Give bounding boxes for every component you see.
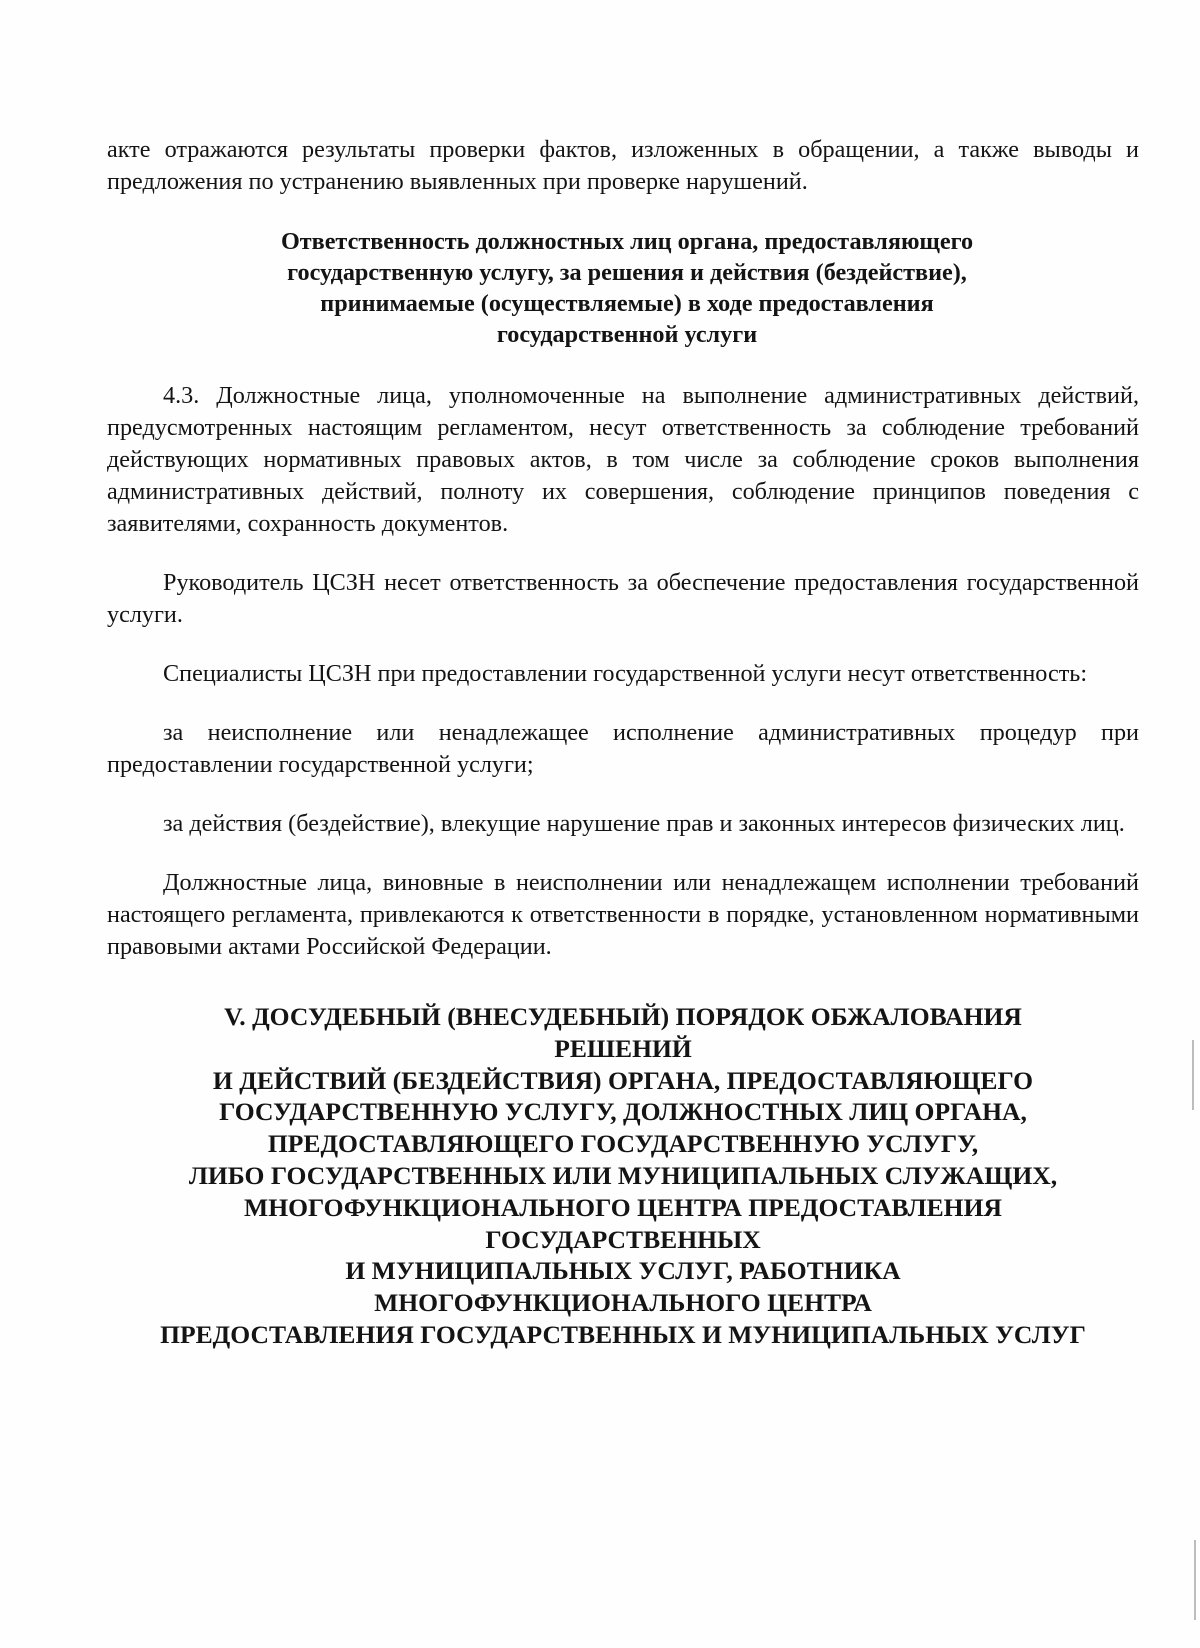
subheading-line: государственную услугу, за решения и действия (бездействие), xyxy=(287,259,967,286)
section-heading-line: И ДЕЙСТВИЙ (БЕЗДЕЙСТВИЯ) ОРГАНА, ПРЕДОСТАВЛЯЮЩЕГО xyxy=(212,1065,1034,1095)
section-heading-line: ЛИБО ГОСУДАРСТВЕННЫХ ИЛИ МУНИЦИПАЛЬНЫХ СЛУЖАЩИХ, xyxy=(188,1160,1058,1190)
paragraph-actions: за действия (бездействие), влекущие нарушение прав и законных интересов физических лиц. xyxy=(163,810,1125,837)
paragraph-specialists: Специалисты ЦСЗН при предоставлении государственной услуги несут ответственность: xyxy=(163,660,1088,687)
paragraph-officials-liability: Должностные лица, виновные в неисполнении или ненадлежащем исполнении требований настоящего регламента, привлекаются к ответственности в порядке, установленном нормативными правовыми актами Российской Федерации. xyxy=(107,869,1139,960)
section-heading-line: РЕШЕНИЙ xyxy=(554,1033,692,1063)
scan-edge-mark xyxy=(1194,1540,1196,1620)
intro-paragraph: акте отражаются результаты проверки фактов, изложенных в обращении, а также выводы и предложения по устранению выявленных при проверке нарушений. xyxy=(107,136,1139,195)
section-heading-line: МНОГОФУНКЦИОНАЛЬНОГО ЦЕНТРА xyxy=(374,1288,872,1318)
document-body xyxy=(107,134,1139,1351)
section-heading-line: ПРЕДОСТАВЛЯЮЩЕГО ГОСУДАРСТВЕННУЮ УСЛУГУ, xyxy=(267,1129,979,1159)
scan-edge-mark xyxy=(1192,1040,1194,1110)
subheading-line: Ответственность должностных лиц органа, предоставляющего xyxy=(280,228,974,255)
section-heading-line: ГОСУДАРСТВЕННУЮ УСЛУГУ, ДОЛЖНОСТНЫХ ЛИЦ ОРГАНА, xyxy=(219,1097,1027,1127)
paragraph-nonperformance: за неисполнение или ненадлежащее исполнение административных процедур при предоставлении государственной услуги; xyxy=(107,719,1139,778)
subheading-line: государственной услуги xyxy=(496,321,758,348)
section-heading-line: И МУНИЦИПАЛЬНЫХ УСЛУГ, РАБОТНИКА xyxy=(345,1256,901,1286)
section-heading-line: ПРЕДОСТАВЛЕНИЯ ГОСУДАРСТВЕННЫХ И МУНИЦИПАЛЬНЫХ УСЛУГ xyxy=(160,1319,1086,1349)
section-heading-line: V. ДОСУДЕБНЫЙ (ВНЕСУДЕБНЫЙ) ПОРЯДОК ОБЖАЛОВАНИЯ xyxy=(224,1002,1022,1031)
section-heading-line: МНОГОФУНКЦИОНАЛЬНОГО ЦЕНТРА ПРЕДОСТАВЛЕНИЯ xyxy=(244,1192,1002,1222)
section-v-heading xyxy=(107,1001,1139,1351)
responsibility-subheading xyxy=(107,226,1139,350)
section-heading-line: ГОСУДАРСТВЕННЫХ xyxy=(485,1224,761,1254)
paragraph-4-3: 4.3. Должностные лица, уполномоченные на выполнение административных действий, предусмотренных настоящим регламентом, несут ответственность за соблюдение требований действующих нормативных правовых актов, в том числе за соблюдение сроков выполнения административных действий, полноту их совершения, соблюдение принципов поведения с заявителями, сохранность документов. xyxy=(107,382,1139,537)
subheading-line: принимаемые (осуществляемые) в ходе предоставления xyxy=(320,290,934,317)
paragraph-head-responsibility: Руководитель ЦСЗН несет ответственность за обеспечение предоставления государственной услуги. xyxy=(107,569,1139,628)
